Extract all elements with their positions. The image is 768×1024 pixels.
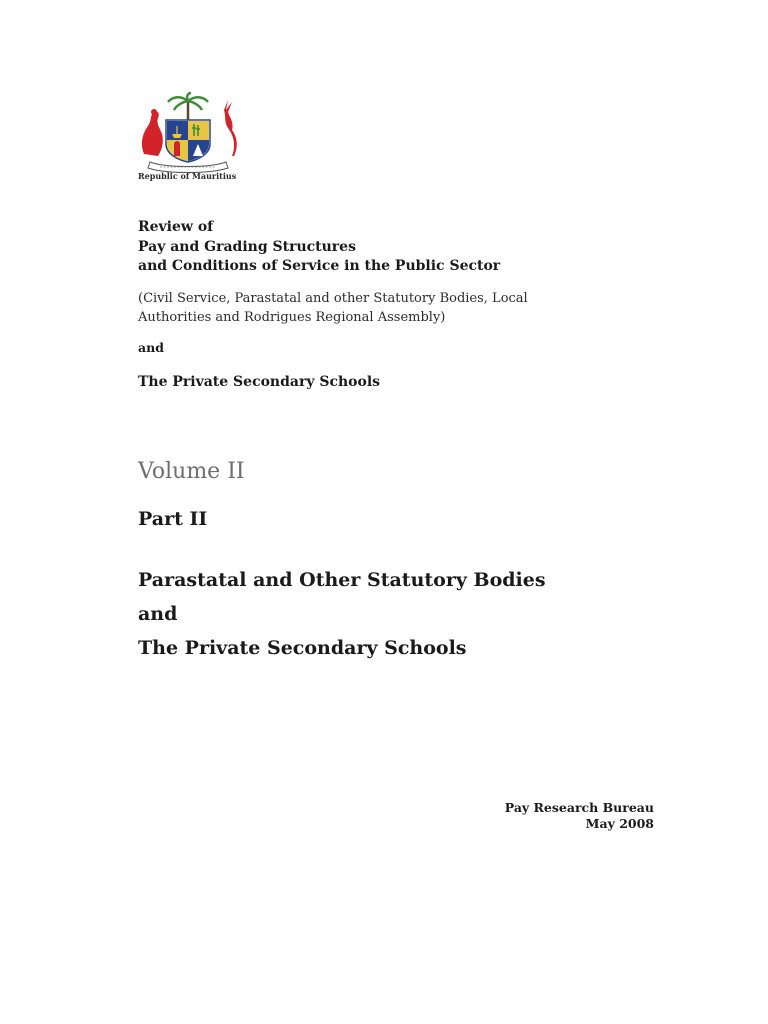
title-line-3: The Private Secondary Schools xyxy=(138,637,467,659)
heading-line-2: Pay and Grading Structures xyxy=(138,238,356,255)
heading-line-1: Review of xyxy=(138,219,214,235)
publication-date: May 2008 xyxy=(585,816,654,831)
emblem-caption: Republic of Mauritius xyxy=(138,171,237,181)
publisher-block xyxy=(505,800,654,832)
conjunction-text: and xyxy=(138,340,164,355)
title-line-2: and xyxy=(138,603,178,625)
part-label: Part II xyxy=(138,508,208,530)
title-line-1: Parastatal and Other Statutory Bodies xyxy=(138,569,546,591)
publisher-name: Pay Research Bureau xyxy=(504,800,654,815)
coat-of-arms-icon xyxy=(136,92,240,174)
report-scope: (Civil Service, Parastatal and other Statutory Bodies, Local Authorities and Rodrigues Regional Assembly) xyxy=(138,291,528,325)
report-heading xyxy=(138,218,500,277)
private-schools-heading: The Private Secondary Schools xyxy=(138,374,381,390)
volume-label: Volume II xyxy=(138,459,245,484)
volume-title xyxy=(138,563,546,665)
heading-line-3: and Conditions of Service in the Public Sector xyxy=(138,258,501,274)
